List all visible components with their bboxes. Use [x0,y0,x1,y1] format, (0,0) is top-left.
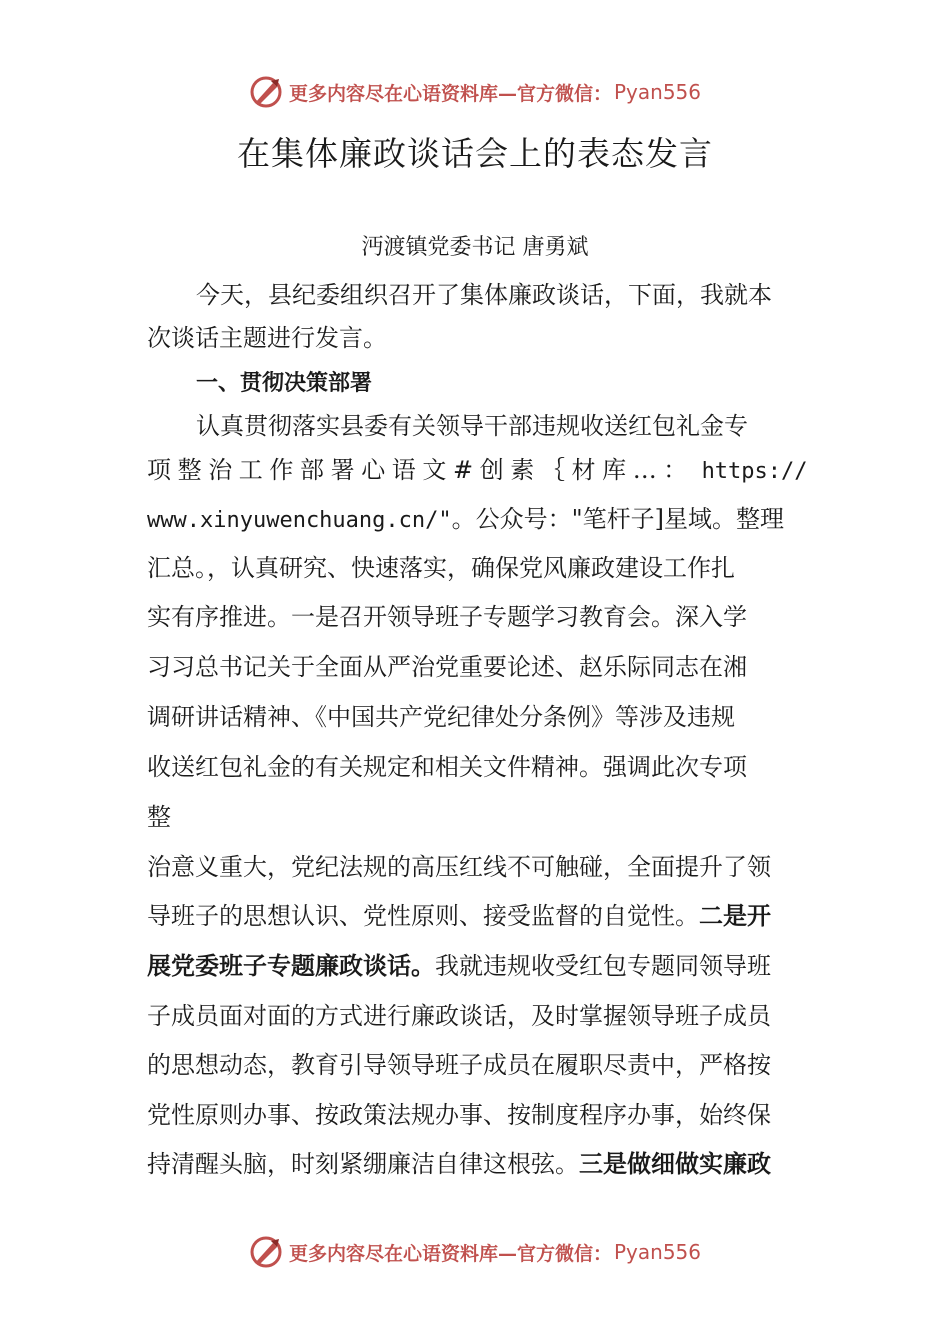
paragraph-line: 的思想动态，教育引导领导班子成员在履职尽责中，严格按 [147,1051,771,1079]
paragraph-text: 项整治工作部署心语文#创素｛材库…： [147,456,694,484]
paragraph-line [147,452,808,490]
url-text: https:// [701,459,808,484]
paragraph-line: 习习总书记关于全面从严治党重要论述、赵乐际同志在湘 [147,653,747,681]
banner-text: 更多内容尽在心语资料库—官方微信： [288,1242,612,1265]
paragraph-line: 汇总。，认真研究、快速落实，确保党风廉政建设工作扎 [147,554,735,582]
banner-wechat-id: Pyan556 [614,1240,702,1264]
section-heading: 一、贯彻决策部署 [196,371,373,396]
pen-logo-icon [249,1235,283,1269]
paragraph-line: 今天，县纪委组织召开了集体廉政谈话，下面，我就本 [196,281,772,309]
paragraph-line: 认真贯彻落实县委有关领导干部违规收送红包礼金专 [196,412,748,440]
paragraph-line [147,948,771,984]
paragraph-text: 。公众号："笔杆子]星域。整理 [451,505,785,533]
bold-phrase: 展党委班子专题廉政谈话。 [147,952,435,980]
paragraph-line: 整 [147,803,171,831]
url-text: www.xinyuwenchuang.cn/" [147,508,452,533]
paragraph-line [147,501,784,539]
pen-logo-icon [249,75,283,109]
paragraph-line: 治意义重大，党纪法规的高压红线不可触碰，全面提升了领 [147,853,771,881]
paragraph-line: 次谈话主题进行发言。 [147,324,387,352]
paragraph-line: 收送红包礼金的有关规定和相关文件精神。强调此次专项 [147,753,747,781]
author-line: 沔渡镇党委书记 唐勇斌 [361,235,589,260]
paragraph-text: 持清醒头脑，时刻紧绷廉洁自律这根弦。 [147,1150,579,1178]
bottom-watermark-banner [0,1232,950,1272]
paragraph-line [147,1146,771,1182]
bold-phrase: 三是做细做实廉政 [579,1150,771,1178]
paragraph-text: 导班子的思想认识、党性原则、接受监督的自觉性。 [147,902,699,930]
banner-wechat-id: Pyan556 [614,80,702,104]
paragraph-line [147,898,771,934]
paragraph-text: 我就违规收受红包专题同领导班 [435,952,771,980]
paragraph-line: 实有序推进。一是召开领导班子专题学习教育会。深入学 [147,603,747,631]
document-title: 在集体廉政谈话会上的表态发言 [237,134,713,173]
banner-text: 更多内容尽在心语资料库—官方微信： [288,82,612,105]
bold-phrase: 二是开 [699,902,771,930]
paragraph-line: 子成员面对面的方式进行廉政谈话，及时掌握领导班子成员 [147,1002,771,1030]
top-watermark-banner [0,72,950,112]
paragraph-line: 调研讲话精神、《中国共产党纪律处分条例》等涉及违规 [147,703,735,731]
paragraph-line: 党性原则办事、按政策法规办事、按制度程序办事，始终保 [147,1101,771,1129]
